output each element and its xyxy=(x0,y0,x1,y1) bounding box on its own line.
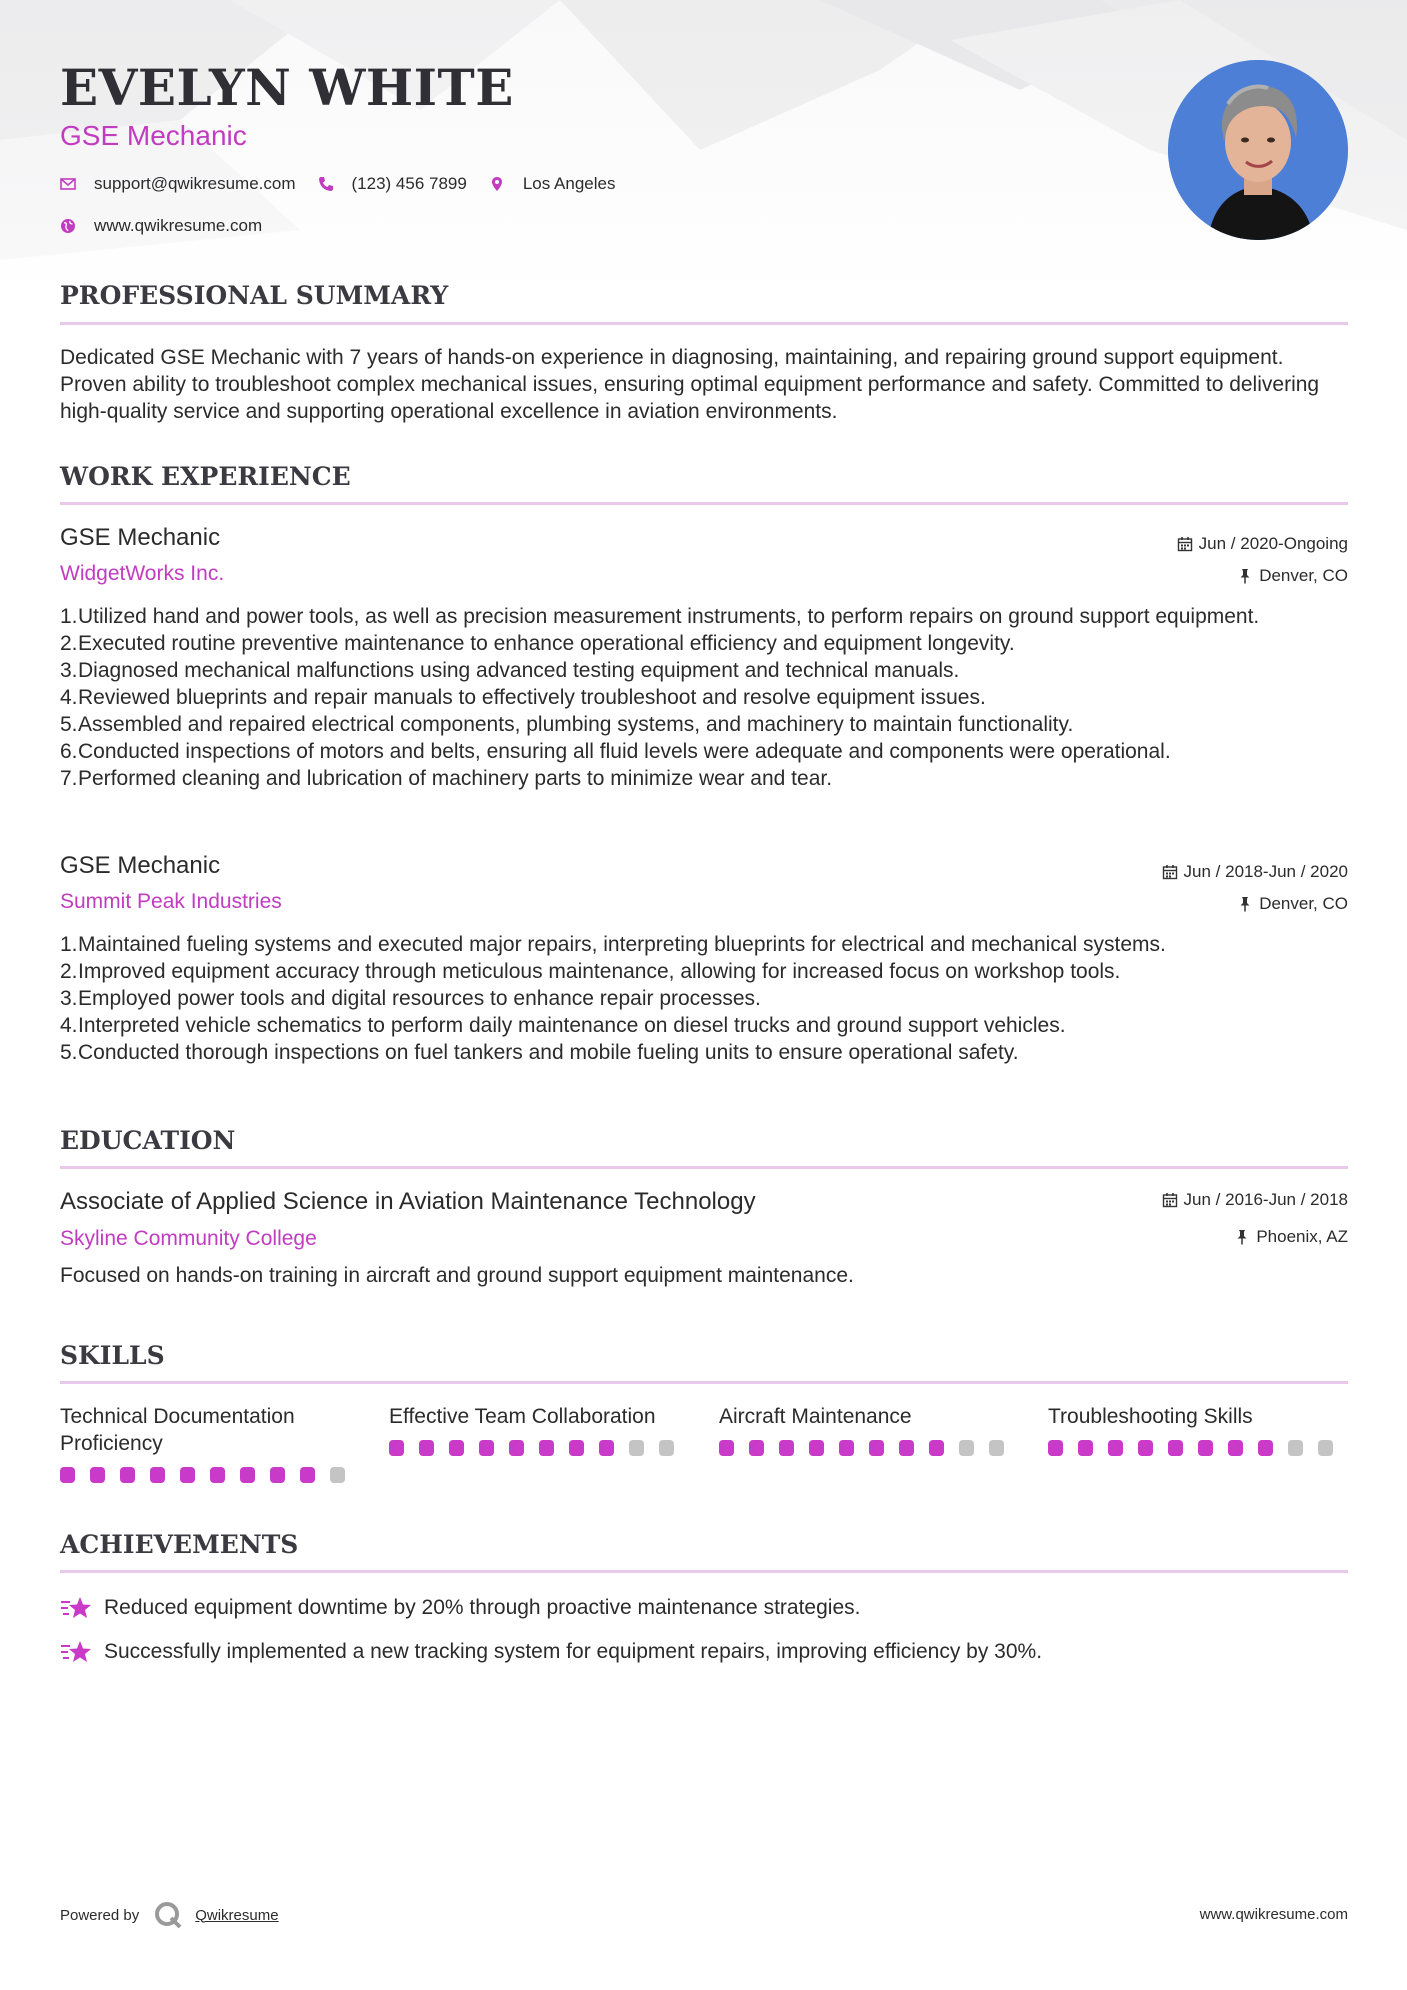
profile-photo xyxy=(1168,60,1348,240)
rating-dot-filled xyxy=(1108,1440,1123,1456)
shooting-star-icon xyxy=(60,1638,92,1666)
qwikresume-logo-icon xyxy=(153,1900,183,1930)
contact-row-1 xyxy=(60,174,637,194)
experience-heading: WORK EXPERIENCE xyxy=(60,462,351,491)
rating-dot-empty xyxy=(989,1440,1004,1456)
rating-dot-filled xyxy=(90,1467,105,1483)
rating-dot-filled xyxy=(839,1440,854,1456)
rating-dot-filled xyxy=(150,1467,165,1483)
rating-dot-filled xyxy=(180,1467,195,1483)
list-item: 3.Diagnosed mechanical malfunctions using advanced testing equipment and technical manuals. xyxy=(60,659,960,682)
skill-item xyxy=(389,1403,689,1456)
achievement-text: Reduced equipment downtime by 20% through proactive maintenance strategies. xyxy=(104,1596,861,1619)
rating-dot-filled xyxy=(1258,1440,1273,1456)
website-text: www.qwikresume.com xyxy=(94,216,263,235)
rating-dot-filled xyxy=(1078,1440,1093,1456)
skill-name: Aircraft Maintenance xyxy=(719,1405,912,1428)
rating-dot-empty xyxy=(629,1440,644,1456)
rating-dot-filled xyxy=(1138,1440,1153,1456)
rating-dot-filled xyxy=(929,1440,944,1456)
globe-icon xyxy=(60,218,76,234)
education-heading: EDUCATION xyxy=(60,1126,236,1155)
footer-website[interactable]: www.qwikresume.com xyxy=(1199,1906,1348,1923)
section-divider xyxy=(60,1570,1348,1573)
calendar-icon xyxy=(1162,1192,1178,1208)
rating-dot-filled xyxy=(869,1440,884,1456)
rating-dot-empty xyxy=(330,1467,345,1483)
list-item: 2.Executed routine preventive maintenance to enhance operational efficiency and equipment longevity. xyxy=(60,632,1015,655)
contact-location xyxy=(489,174,616,194)
portrait-image xyxy=(1168,60,1348,240)
rating-dot-filled xyxy=(419,1440,434,1456)
rating-dot-filled xyxy=(240,1467,255,1483)
footer-powered-by xyxy=(60,1900,279,1930)
job-2-role: GSE Mechanic xyxy=(60,852,221,879)
rating-dot-filled xyxy=(1168,1440,1183,1456)
skill-rating xyxy=(60,1467,360,1483)
job-1-dates xyxy=(1177,534,1348,554)
list-item: 4.Interpreted vehicle schematics to perform daily maintenance on diesel trucks and ground support vehicles. xyxy=(60,1014,1066,1037)
rating-dot-empty xyxy=(959,1440,974,1456)
rating-dot-filled xyxy=(479,1440,494,1456)
rating-dot-filled xyxy=(210,1467,225,1483)
skills-heading: SKILLS xyxy=(60,1341,165,1370)
summary-text: Dedicated GSE Mechanic with 7 years of hands-on experience in diagnosing, maintaining, and repairing ground support equipment. Proven ability to troubleshoot complex mechanical issues, ensuring optimal equipment performance and safety. Committed to delivering high-quality service and supporting operational excellence in aviation environments. xyxy=(60,346,1320,423)
job-1-role: GSE Mechanic xyxy=(60,524,221,551)
job-2-dates xyxy=(1162,862,1348,882)
skill-item xyxy=(719,1403,1019,1456)
list-item: 1.Maintained fueling systems and executed major repairs, interpreting blueprints for electrical and mechanical systems. xyxy=(60,933,1166,956)
rating-dot-filled xyxy=(809,1440,824,1456)
job-2-bullets xyxy=(60,931,1350,1066)
list-item: 4.Reviewed blueprints and repair manuals to effectively troubleshoot and resolve equipment issues. xyxy=(60,686,986,709)
rating-dot-filled xyxy=(120,1467,135,1483)
skill-rating xyxy=(719,1440,1019,1456)
education-dates-text: Jun / 2016-Jun / 2018 xyxy=(1183,1190,1348,1209)
job-1-company: WidgetWorks Inc. xyxy=(60,562,225,585)
list-item: 5.Assembled and repaired electrical components, plumbing systems, and machinery to maintain functionality. xyxy=(60,713,1074,736)
section-divider xyxy=(60,1166,1348,1169)
achievement-text: Successfully implemented a new tracking system for equipment repairs, improving efficiency by 30%. xyxy=(104,1640,1043,1663)
list-item: 5.Conducted thorough inspections on fuel tankers and mobile fueling units to ensure operational safety. xyxy=(60,1041,1019,1064)
rating-dot-empty xyxy=(1288,1440,1303,1456)
candidate-title: GSE Mechanic xyxy=(60,120,247,151)
shooting-star-icon xyxy=(60,1594,92,1622)
contact-website[interactable] xyxy=(60,216,262,236)
contact-phone[interactable] xyxy=(318,174,467,194)
summary-heading: PROFESSIONAL SUMMARY xyxy=(60,281,449,310)
education-school: Skyline Community College xyxy=(60,1227,317,1250)
section-divider xyxy=(60,502,1348,505)
rating-dot-filled xyxy=(779,1440,794,1456)
list-item: 7.Performed cleaning and lubrication of machinery parts to minimize wear and tear. xyxy=(60,767,833,790)
powered-by-label: Powered by xyxy=(60,1906,140,1924)
job-1-bullets xyxy=(60,603,1350,792)
rating-dot-filled xyxy=(389,1440,404,1456)
job-2-dates-text: Jun / 2018-Jun / 2020 xyxy=(1183,862,1348,881)
pushpin-icon xyxy=(1237,568,1253,584)
skill-item xyxy=(60,1403,360,1483)
achievement-item xyxy=(60,1594,860,1622)
calendar-icon xyxy=(1162,864,1178,880)
rating-dot-filled xyxy=(1048,1440,1063,1456)
rating-dot-filled xyxy=(539,1440,554,1456)
rating-dot-filled xyxy=(509,1440,524,1456)
education-dates xyxy=(1162,1190,1348,1210)
job-1-dates-text: Jun / 2020-Ongoing xyxy=(1198,534,1348,553)
contact-row-2 xyxy=(60,216,284,236)
list-item: 6.Conducted inspections of motors and belts, ensuring all fluid levels were adequate and components were operational. xyxy=(60,740,1171,763)
map-pin-icon xyxy=(489,176,505,192)
pushpin-icon xyxy=(1237,896,1253,912)
list-item: 1.Utilized hand and power tools, as well as precision measurement instruments, to perform repairs on ground support equipment. xyxy=(60,605,1260,628)
phone-text: (123) 456 7899 xyxy=(351,174,467,193)
rating-dot-filled xyxy=(60,1467,75,1483)
rating-dot-filled xyxy=(1198,1440,1213,1456)
rating-dot-filled xyxy=(270,1467,285,1483)
job-2-location-text: Denver, CO xyxy=(1259,894,1348,913)
rating-dot-empty xyxy=(659,1440,674,1456)
phone-icon xyxy=(318,176,334,192)
rating-dot-empty xyxy=(1318,1440,1333,1456)
rating-dot-filled xyxy=(599,1440,614,1456)
skill-name: Technical Documentation Proficiency xyxy=(60,1405,295,1455)
education-location-text: Phoenix, AZ xyxy=(1256,1227,1348,1246)
rating-dot-filled xyxy=(899,1440,914,1456)
job-2-location xyxy=(1237,894,1348,914)
rating-dot-filled xyxy=(749,1440,764,1456)
achievements-heading: ACHIEVEMENTS xyxy=(60,1530,299,1559)
education-description: Focused on hands-on training in aircraft and ground support equipment maintenance. xyxy=(60,1264,854,1287)
candidate-name: EVELYN WHITE xyxy=(60,58,514,117)
location-text: Los Angeles xyxy=(522,174,616,193)
rating-dot-filled xyxy=(300,1467,315,1483)
skill-rating xyxy=(1048,1440,1348,1456)
pushpin-icon xyxy=(1234,1229,1250,1245)
skill-rating xyxy=(389,1440,689,1456)
education-degree: Associate of Applied Science in Aviation Maintenance Technology xyxy=(60,1188,756,1215)
envelope-icon xyxy=(60,176,76,192)
job-1-location-text: Denver, CO xyxy=(1259,566,1348,585)
achievement-item xyxy=(60,1638,1042,1666)
list-item: 3.Employed power tools and digital resources to enhance repair processes. xyxy=(60,987,761,1010)
rating-dot-filled xyxy=(1228,1440,1243,1456)
email-text: support@qwikresume.com xyxy=(94,174,296,193)
list-item: 2.Improved equipment accuracy through meticulous maintenance, allowing for increased focus on workshop tools. xyxy=(60,960,1121,983)
skill-name: Effective Team Collaboration xyxy=(389,1405,656,1428)
calendar-icon xyxy=(1177,536,1193,552)
job-2-company: Summit Peak Industries xyxy=(60,890,282,913)
education-location xyxy=(1234,1227,1348,1247)
brand-link[interactable]: Qwikresume xyxy=(195,1906,279,1924)
skill-name: Troubleshooting Skills xyxy=(1048,1405,1253,1428)
skill-item xyxy=(1048,1403,1348,1456)
section-divider xyxy=(60,1381,1348,1384)
contact-email[interactable] xyxy=(60,174,296,194)
rating-dot-filled xyxy=(569,1440,584,1456)
section-divider xyxy=(60,322,1348,325)
rating-dot-filled xyxy=(449,1440,464,1456)
job-1-location xyxy=(1237,566,1348,586)
rating-dot-filled xyxy=(719,1440,734,1456)
